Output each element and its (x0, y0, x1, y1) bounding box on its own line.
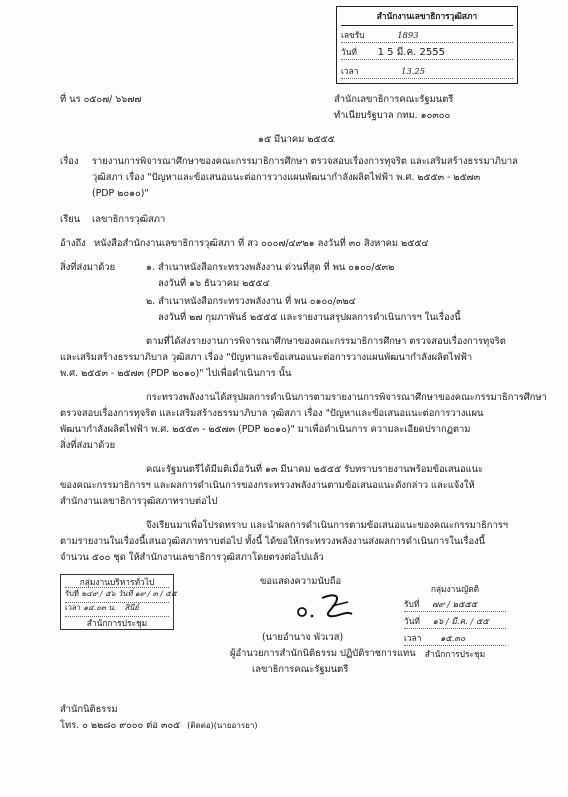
received-stamp-office: สำนักงานเลขาธิการวุฒิสภา (341, 9, 513, 26)
subject-label: เรื่อง (60, 156, 79, 167)
issuer-address: ทำเนียบรัฐบาล กทม. ๑๐๓๐๐ (334, 110, 451, 121)
footer-department: สำนักนิติธรรม (60, 704, 118, 715)
stamp-motions-row-3 (404, 631, 506, 646)
received-stamp-number-value: 1893 (397, 30, 419, 40)
enclosures-label: สิ่งที่ส่งมาด้วย (60, 262, 116, 273)
stamp-general-admin-row-1 (65, 588, 177, 603)
reference-text: หนังสือสำนักงานเลขาธิการวุฒิสภา ที่ สว ๐๐๐๗/๔๙๒๑ ลงวันที่ ๓๐ สิงหาคม ๒๕๕๔ (94, 238, 429, 249)
enclosure-2-line-1: ๒. สำเนาหนังสือกระทรวงพลังงาน ที่ พน ๐๑๐๐/๓๒๔ (146, 296, 356, 307)
signature (288, 590, 358, 630)
reference-label: อ้างถึง (60, 238, 86, 249)
stamp-motions-title: กลุ่มงานญัตติ (430, 584, 480, 594)
paragraph-2-line-1: กระทรวงพลังงานได้สรุปผลการดำเนินการตามรายงานการพิจารณาศึกษาของคณะกรรมาธิการศึกษา (146, 392, 547, 403)
paragraph-3-line-2: ของคณะกรรมาธิการฯ และผลการดำเนินการของกระทรวงพลังงานตามข้อเสนอแนะดังกล่าว และแจ้งให้ (60, 480, 475, 491)
stamp-motions-date-value: ๑๖ / มี.ค. / ๕๕ (432, 616, 489, 626)
stamp-motions-row-1 (404, 597, 506, 612)
stamp-motions-footer: สำนักการประชุม (424, 649, 486, 659)
received-stamp-time-row (341, 64, 513, 79)
paragraph-2-line-2: ตรวจสอบเรื่องการทุจริต และเสริมสร้างธรรมาภิบาล วุฒิสภา เรื่อง "ปัญหาและข้อเสนอแนะต่อการวางแผน (60, 408, 484, 419)
received-stamp-number-label: เลขรับ (341, 30, 365, 40)
subject-line-1: รายงานการพิจารณาศึกษาของคณะกรรมาธิการศึกษา ตรวจสอบเรื่องการทุจริต และเสริมสร้างธรรมาภิบาล (92, 156, 518, 167)
received-stamp-date-row (341, 45, 513, 60)
stamp-general-admin-title: กลุ่มงานบริหารทั่วไป (65, 575, 169, 588)
paragraph-2-line-4: สิ่งที่ส่งมาด้วย (60, 440, 116, 451)
paragraph-1-line-1: ตามที่ได้ส่งรายงานการพิจารณาศึกษาของคณะกรรมาธิการศึกษา ตรวจสอบเรื่องการทุจริต (146, 336, 506, 347)
subject-line-3: (PDP ๒๐๑๐)" (92, 188, 149, 199)
stamp-general-admin-time-label: เวลา (65, 603, 81, 612)
salutation-label: เรียน (60, 214, 81, 225)
stamp-general-admin-time-value: ๑๔.๐๓ น. (83, 603, 117, 612)
stamp-motions-receipt-label: รับที่ (404, 599, 420, 609)
stamp-general-admin-receipt-value: ๒๔๙ / ๕๖ (81, 589, 116, 598)
stamp-motions-group (400, 582, 510, 662)
received-stamp-number-row (341, 28, 513, 43)
footer-phone (60, 720, 257, 732)
received-stamp-time-value: 13.25 (401, 66, 426, 76)
footer-phone-number: โทร. ๐ ๒๒๘๐ ๙๐๐๐ ต่อ ๓๐๕ (60, 720, 181, 731)
stamp-motions-row-2 (404, 614, 506, 629)
stamp-general-admin-row-2 (65, 602, 169, 617)
received-stamp-date-value: 1 5 มี.ค. 2555 (377, 47, 445, 58)
salutation-recipient: เลขาธิการวุฒิสภา (92, 214, 166, 225)
paragraph-1-line-3: พ.ศ. ๒๕๕๓ - ๒๕๗๓ (PDP ๒๐๑๐)" ไปเพื่อดำเนินการ นั้น (60, 368, 292, 379)
signer-position-1: ผู้อำนวยการสำนักนิติธรรม ปฏิบัติราชการแทน (230, 648, 416, 659)
signer-name: (นายอำนาจ พัวเวส) (262, 632, 344, 643)
enclosure-2-line-2: ลงวันที่ ๒๗ กุมภาพันธ์ ๒๕๕๕ และรายงานสรุปผลการดำเนินการฯ ในเรื่องนี้ (158, 312, 461, 323)
stamp-motions-time-label: เวลา (404, 633, 422, 643)
closing-regards: ขอแสดงความนับถือ (260, 576, 342, 587)
paragraph-4-line-2: ตามรายงานในเรื่องนี้เสนอวุฒิสภาทราบต่อไป ทั้งนี้ ได้ขอให้กระทรวงพลังงานส่งผลการดำเนินการในเรื่องนี้ (60, 536, 486, 547)
footer-phone-note: (ติดต่อ)(นายอารยา) (187, 721, 258, 730)
received-stamp-top (336, 6, 518, 84)
paragraph-4-line-1: จึงเรียนมาเพื่อโปรดทราบ และนำผลการดำเนินการตามข้อเสนอแนะของคณะกรรมาธิการฯ (146, 520, 509, 531)
paragraph-4-line-3: จำนวน ๕๐๐ ชุด ให้สำนักงานเลขาธิการวุฒิสภาโดยตรงต่อไปแล้ว (60, 552, 324, 563)
stamp-general-admin (60, 574, 177, 630)
stamp-general-admin-receipt-date: วันที่ ๑๙ / ๓ / ๕๕ (118, 589, 177, 598)
enclosure-1-line-2: ลงวันที่ ๑๖ ธันวาคม ๒๕๕๔ (158, 278, 270, 289)
reference-number: ที่ นร ๐๕๐๗/ ๖๖๗๗ (60, 94, 142, 105)
stamp-general-admin-receiver: สินีย์ (124, 603, 139, 612)
paragraph-3-line-1: คณะรัฐมนตรีได้มีมติเมื่อวันที่ ๑๓ มีนาคม ๒๕๕๕ รับทราบรายงานพร้อมข้อเสนอแนะ (146, 464, 484, 475)
stamp-motions-date-label: วันที่ (404, 616, 420, 626)
issuer-office: สำนักเลขาธิการคณะรัฐมนตรี (334, 94, 454, 105)
paragraph-3-line-3: สำนักงานเลขาธิการวุฒิสภาทราบต่อไป (60, 496, 218, 507)
stamp-general-admin-footer: สำนักการประชุม (86, 618, 148, 628)
letter-date: ๑๕ มีนาคม ๒๕๕๕ (258, 134, 335, 145)
paragraph-2-line-3: พัฒนากำลังผลิตไฟฟ้า พ.ศ. ๒๕๕๓ - ๒๕๗๓ (PDP ๒๐๑๐)" มาเพื่อดำเนินการ ความละเอียดปรากฏตาม (60, 424, 471, 435)
stamp-motions-time-value: ๑๕.๓๐ (440, 633, 466, 643)
stamp-general-admin-receipt-label: รับที่ (65, 589, 79, 598)
paragraph-1-line-2: และเสริมสร้างธรรมาภิบาล วุฒิสภา เรื่อง "ปัญหาและข้อเสนอแนะต่อการวางแผนพัฒนากำลังผลิตไฟฟ้า (60, 352, 473, 363)
enclosure-1-line-1: ๑. สำเนาหนังสือกระทรวงพลังงาน ด่วนที่สุด ที่ พน ๐๑๐๐/๕๓๒ (146, 262, 395, 273)
subject-line-2: วุฒิสภา เรื่อง "ปัญหาและข้อเสนอแนะต่อการวางแผนพัฒนากำลังผลิตไฟฟ้า พ.ศ. ๒๕๕๓ - ๒๕๗๓ (92, 172, 481, 183)
signer-position-2: เลขาธิการคณะรัฐมนตรี (252, 664, 349, 675)
received-stamp-date-label: วันที่ (341, 47, 357, 57)
stamp-motions-receipt-value: ๗๙ / ๒๕๕๕ (432, 599, 478, 609)
received-stamp-time-label: เวลา (341, 66, 359, 76)
